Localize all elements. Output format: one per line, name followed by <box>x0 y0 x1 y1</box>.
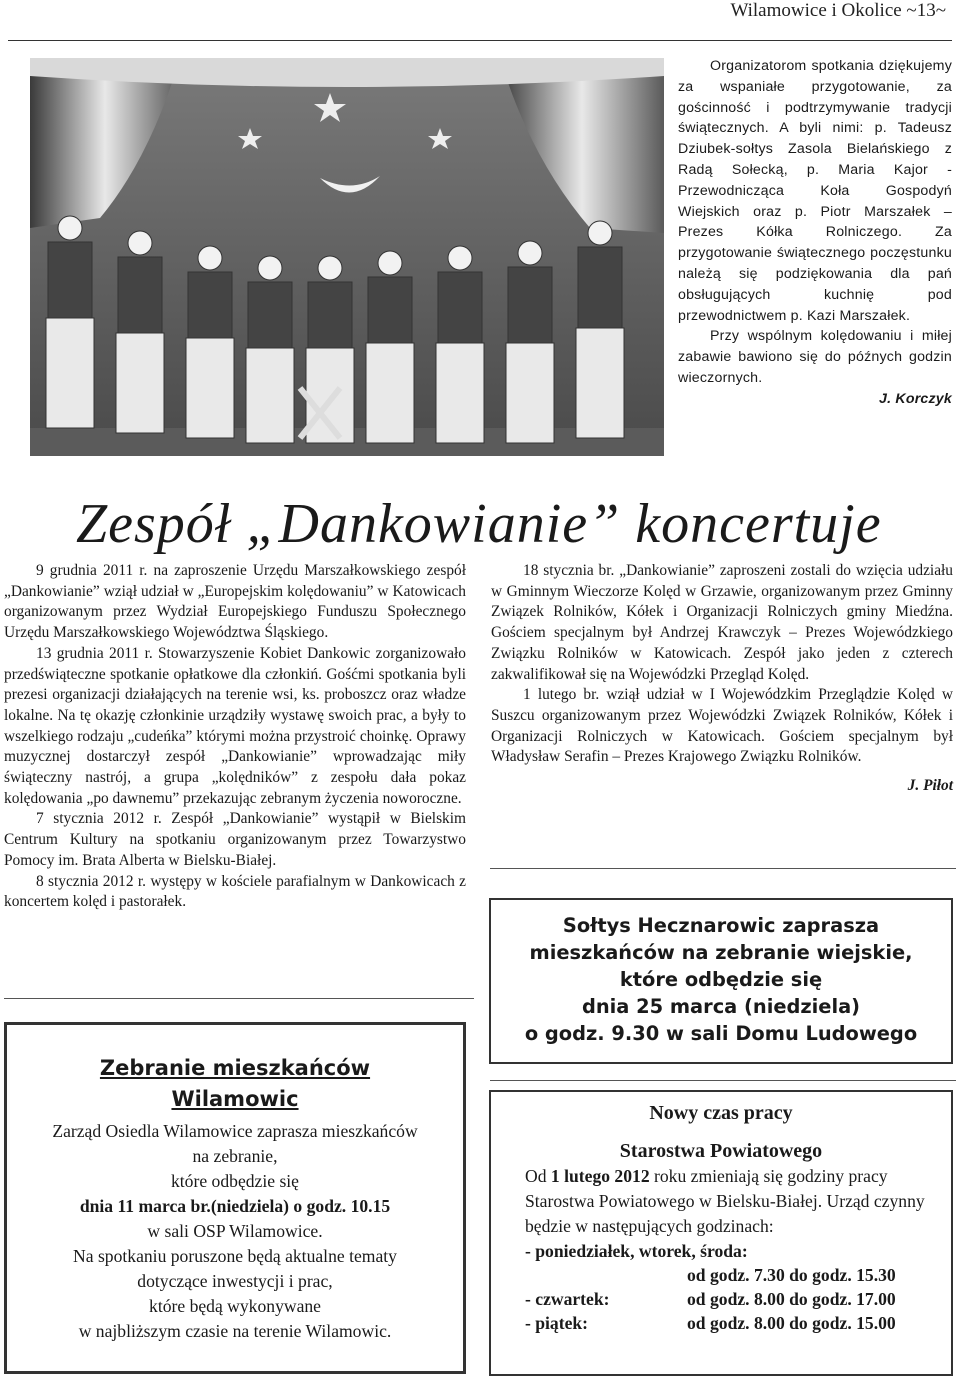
notice-line: Sołtys Hecznarowic zaprasza <box>562 914 880 937</box>
hours-time: od godz. 8.00 do godz. 15.00 <box>687 1313 896 1333</box>
header-rule <box>8 40 952 41</box>
hours-row <box>491 1263 951 1287</box>
notice-line: które odbędzie się <box>619 968 823 991</box>
running-header: Wilamowice i Okolice ~13~ <box>730 0 946 21</box>
section-divider <box>490 868 956 869</box>
article-signature: J. Korczyk <box>879 390 952 407</box>
article-signature: J. Piłot <box>907 777 953 795</box>
intro-date: 1 lutego 2012 <box>550 1166 650 1186</box>
intro-prefix: Od <box>525 1166 551 1186</box>
intro-text: roku zmieniają się godziny pracy Starostwa Powiatowego w Bielsku-Białej. Urząd czynny będzie w następujących godzinach: <box>525 1166 925 1236</box>
notice-line: w najbliższym czasie na terenie Wilamowic. <box>78 1321 392 1341</box>
choir-photo <box>30 58 664 456</box>
notice-line: o godz. 9.30 w sali Domu Ludowego <box>524 1022 918 1045</box>
article-paragraph: 1 lutego br. wziął udział w I Wojewódzkim Przeglądzie Kolęd w Suszcu organizowanym przez Wojewódzki Związek Rolników, Kółek i Organizacji Rolniczych w Katowicach. Gościem specjalnym był Władysław Serafin – Prezes Krajowego Związku Rolników. <box>491 686 953 766</box>
notice-soltys-hecznarowic <box>489 898 953 1064</box>
notice-line: które odbędzie się <box>171 1171 299 1191</box>
hours-time: od godz. 8.00 do godz. 17.00 <box>687 1289 896 1309</box>
notice-line: dnia 25 marca (niedziela) <box>581 995 861 1018</box>
notice-title: Starostwa Powiatowego <box>619 1140 823 1162</box>
hours-row <box>491 1287 951 1311</box>
article-paragraph: 13 grudnia 2011 r. Stowarzyszenie Kobiet Dankowic zorganizowało przedświąteczne spotkanie opłatkowe dla członkiń. Gośćmi spotkania byli prezesi organizacji działających na terenie wsi, ks. proboszcz oraz władze lokalne. Na tę okazję członkinie urządziły wystawę swoich prac, a były to wszelkiego rodzaju „cudeńka” którymi można przystroić choinkę. Oprawy muzycznej dostarczył zespół „Dankowianie” wprowadzając miły świąteczny nastrój, a grupa „kolędników” z zespołu dała pokaz kolędowania „po dawnemu” przekazując zebranym życzenia noworoczne. <box>4 644 466 807</box>
hours-day: - poniedziałek, wtorek, środa: <box>525 1241 748 1261</box>
article-column-left <box>4 561 466 913</box>
article-paragraph: 9 grudnia 2011 r. na zaproszenie Urzędu Marszałkowskiego zespół „Dankowianie” wziął udział w „Europejskim kolędowaniu” w Katowicach organizowanym przez Wydział Europejskiego Funduszu Społecznego Urzędu Marszałkowskiego Województwa Śląskiego. <box>4 562 466 642</box>
article-paragraph: Organizatorom spotkania dziękujemy za wspaniałe przygotowanie, za gościnność i podtrzymywanie tradycji świątecznych. A byli nimi: p. Tadeusz Dziubek-sołtys Zasola Bielańskiego z Radą Sołecką, p. Maria Kajor - Przewodnicząca Koła Gospodyń Wiejskich oraz p. Piotr Marszałek – Prezes Kółka Rolniczego. Za przygotowanie świątecznego poczęstunku należą się podziękowania dla pań obsługujących kuchnię pod przewodnictwem p. Kazi Marszałek. <box>678 58 952 324</box>
article-column-right <box>491 561 953 797</box>
notice-line: dotyczące inwestycji i prac, <box>137 1271 333 1291</box>
hours-day: - czwartek: <box>525 1289 610 1309</box>
hours-row <box>491 1311 951 1335</box>
hours-day: - piątek: <box>525 1313 589 1333</box>
article-paragraph: Przy wspólnym kolędowaniu i miłej zabawie bawiono się do późnych godzin wieczornych. <box>678 328 952 386</box>
section-divider <box>490 1080 956 1081</box>
notice-line: na zebranie, <box>192 1146 278 1166</box>
article-paragraph: 8 stycznia 2012 r. występy w kościele parafialnym w Dankowicach z koncertem kolęd i pastorałek. <box>4 872 466 911</box>
notice-starostwo-hours <box>489 1090 953 1376</box>
hours-day <box>525 1263 687 1287</box>
notice-line: w sali OSP Wilamowice. <box>147 1221 323 1241</box>
notice-title: Nowy czas pracy <box>649 1102 793 1124</box>
headline: Zespół „Dankowianie” koncertuje <box>76 493 882 555</box>
notice-line: które będą wykonywane <box>149 1296 321 1316</box>
notice-title: Wilamowic <box>171 1087 299 1111</box>
hours-row <box>491 1239 951 1263</box>
hours-time: od godz. 7.30 do godz. 15.30 <box>687 1265 896 1285</box>
notice-line: Na spotkaniu poruszone będą aktualne tematy <box>73 1246 397 1266</box>
section-divider <box>4 998 474 999</box>
article-korczyk <box>678 56 952 410</box>
notice-title: Zebranie mieszkańców <box>99 1056 371 1080</box>
notice-line: Zarząd Osiedla Wilamowice zaprasza mieszkańców <box>52 1121 418 1141</box>
article-paragraph: 7 stycznia 2012 r. Zespół „Dankowianie” wystąpił w Bielskim Centrum Kultury na spotkaniu organizowanym przez Towarzystwo Pomocy im. Brata Alberta w Bielsku-Białej. <box>4 810 466 869</box>
article-paragraph: 18 stycznia br. „Dankowianie” zaproszeni zostali do wzięcia udziału w Gminnym Wieczorze Kolęd w Grzawie, organizowanym przez Gminny Związek Rolników, Kółek i Organizacji Rolniczych gminy Miedźna. Gościem specjalnym był Andrzej Krawczyk – Prezes Wojewódzkiego Związku Rolników w Katowicach. Zespół jako jeden z czterech zakwalifikował się na Wojewódzki Przegląd Kolęd. <box>491 562 953 683</box>
notice-date: dnia 11 marca br.(niedziela) o godz. 10.15 <box>79 1196 391 1216</box>
notice-line: mieszkańców na zebranie wiejskie, <box>529 941 913 964</box>
notice-zebranie-wilamowice <box>4 1022 466 1374</box>
notice-intro <box>491 1164 951 1239</box>
